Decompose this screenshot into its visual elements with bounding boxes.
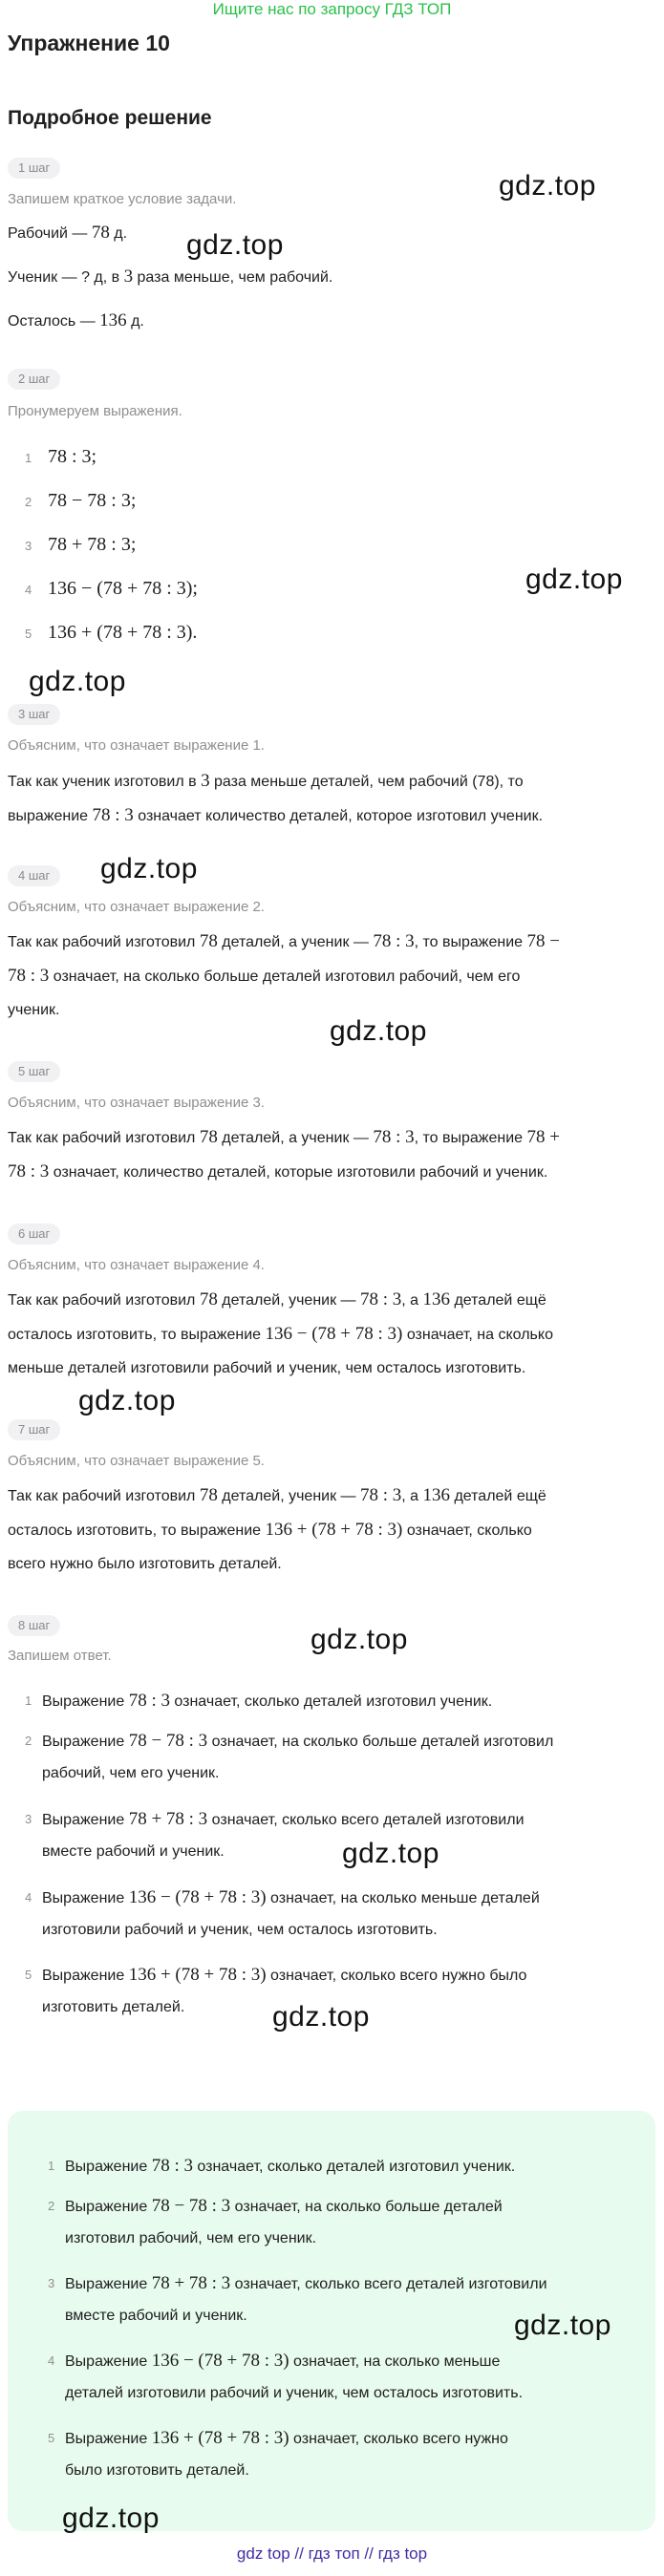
watermark: gdz.top — [62, 2502, 160, 2534]
step-badge-1: 1 шаг — [8, 158, 60, 179]
list-number: 3 — [25, 539, 32, 553]
expression-1: 78 : 3; — [48, 446, 97, 467]
watermark: gdz.top — [272, 2001, 370, 2033]
step-badge-7: 7 шаг — [8, 1419, 60, 1440]
step-badge-3: 3 шаг — [8, 704, 60, 725]
explanation-line: 78 : 3 означает, на сколько больше деталей изготовил рабочий, чем его — [8, 966, 521, 986]
final-answer-line-cont: деталей изготовили рабочий и ученик, чем осталось изготовить. — [65, 2385, 524, 2401]
list-number: 2 — [25, 1734, 32, 1748]
step-badge-4: 4 шаг — [8, 865, 60, 886]
watermark: gdz.top — [29, 666, 126, 697]
explanation-line: осталось изготовить, то выражение 136 − (78 + 78 : 3) означает, на сколько — [8, 1324, 553, 1344]
explanation-line: всего нужно было изготовить деталей. — [8, 1556, 282, 1572]
step-caption-1: Запишем краткое условие задачи. — [8, 191, 237, 207]
explanation-line: Так как ученик изготовил в 3 раза меньше деталей, чем рабочий (78), то — [8, 771, 524, 791]
step-caption-4: Объясним, что означает выражение 2. — [8, 899, 265, 915]
final-answer-line-cont: было изготовить деталей. — [65, 2462, 249, 2479]
answer-line-cont: вместе рабочий и ученик. — [42, 1843, 225, 1860]
list-number: 3 — [48, 2276, 55, 2290]
final-answer-line-cont: изготовил рабочий, чем его ученик. — [65, 2230, 317, 2246]
condition-line-3: Осталось — 136 д. — [8, 310, 144, 330]
list-number: 1 — [25, 451, 32, 465]
watermark: gdz.top — [100, 853, 198, 884]
watermark: gdz.top — [330, 1015, 427, 1047]
watermark: gdz.top — [78, 1385, 176, 1416]
list-number: 4 — [25, 1890, 32, 1905]
answer-line-cont: рабочий, чем его ученик. — [42, 1765, 220, 1781]
explanation-line: Так как рабочий изготовил 78 деталей, ученик — 78 : 3, а 136 деталей ещё — [8, 1485, 546, 1505]
watermark: gdz.top — [499, 170, 596, 202]
watermark: gdz.top — [311, 1624, 408, 1655]
final-answer-line: Выражение 136 + (78 + 78 : 3) означает, сколько всего нужно — [65, 2428, 508, 2448]
step-badge-5: 5 шаг — [8, 1061, 60, 1082]
page-title: Упражнение 10 — [8, 31, 170, 55]
footer-links[interactable]: gdz top // гдз топ // гдз top — [236, 2544, 428, 2563]
step-badge-8: 8 шаг — [8, 1615, 60, 1636]
explanation-line: Так как рабочий изготовил 78 деталей, а ученик — 78 : 3, то выражение 78 + — [8, 1127, 560, 1147]
expression-2: 78 − 78 : 3; — [48, 490, 137, 511]
answer-line: Выражение 78 − 78 : 3 означает, на сколько больше деталей изготовил — [42, 1731, 554, 1751]
step-caption-5: Объясним, что означает выражение 3. — [8, 1095, 265, 1111]
step-caption-8: Запишем ответ. — [8, 1648, 112, 1664]
final-answer-line: Выражение 78 − 78 : 3 означает, на сколько больше деталей — [65, 2196, 503, 2216]
expression-4: 136 − (78 + 78 : 3); — [48, 578, 198, 599]
answer-line: Выражение 136 + (78 + 78 : 3) означает, сколько всего нужно было — [42, 1965, 527, 1985]
watermark: gdz.top — [342, 1838, 439, 1869]
step-caption-7: Объясним, что означает выражение 5. — [8, 1453, 265, 1469]
watermark: gdz.top — [514, 2310, 611, 2341]
watermark: gdz.top — [186, 229, 284, 261]
explanation-line: 78 : 3 означает, количество деталей, которые изготовили рабочий и ученик. — [8, 1161, 548, 1182]
explanation-line: Так как рабочий изготовил 78 деталей, ученик — 78 : 3, а 136 деталей ещё — [8, 1289, 546, 1309]
step-caption-6: Объясним, что означает выражение 4. — [8, 1257, 265, 1273]
watermark: gdz.top — [525, 564, 623, 595]
answer-line: Выражение 78 : 3 означает, сколько деталей изготовил ученик. — [42, 1691, 493, 1711]
final-answer-line-cont: вместе рабочий и ученик. — [65, 2308, 247, 2324]
answer-line-cont: изготовили рабочий и ученик, чем осталось изготовить. — [42, 1922, 438, 1938]
list-number: 1 — [25, 1693, 32, 1708]
final-answer-line: Выражение 78 : 3 означает, сколько деталей изготовил ученик. — [65, 2156, 516, 2176]
expression-3: 78 + 78 : 3; — [48, 534, 137, 555]
explanation-line: меньше деталей изготовили рабочий и ученик, чем осталось изготовить. — [8, 1360, 526, 1376]
list-number: 5 — [48, 2431, 55, 2445]
list-number: 5 — [25, 627, 32, 641]
section-title: Подробное решение — [8, 107, 212, 129]
step-caption-3: Объясним, что означает выражение 1. — [8, 737, 265, 754]
explanation-line: выражение 78 : 3 означает количество деталей, которое изготовил ученик. — [8, 805, 544, 825]
step-caption-2: Пронумеруем выражения. — [8, 403, 182, 419]
step-badge-6: 6 шаг — [8, 1224, 60, 1245]
expression-5: 136 + (78 + 78 : 3). — [48, 622, 198, 643]
list-number: 5 — [25, 1968, 32, 1982]
condition-line-1: Рабочий — 78 д. — [8, 223, 128, 243]
final-answer-line: Выражение 78 + 78 : 3 означает, сколько всего деталей изготовили — [65, 2273, 547, 2293]
condition-line-2: Ученик — ? д, в 3 раза меньше, чем рабочий. — [8, 266, 333, 287]
final-answer-line: Выражение 136 − (78 + 78 : 3) означает, на сколько меньше — [65, 2351, 501, 2371]
answer-line: Выражение 78 + 78 : 3 означает, сколько всего деталей изготовили — [42, 1809, 525, 1829]
explanation-line: Так как рабочий изготовил 78 деталей, а ученик — 78 : 3, то выражение 78 − — [8, 931, 560, 951]
explanation-line: ученик. — [8, 1002, 60, 1018]
search-banner[interactable]: Ищите нас по запросу ГДЗ ТОП — [212, 0, 452, 18]
list-number: 1 — [48, 2159, 55, 2173]
answer-line-cont: изготовить деталей. — [42, 1999, 185, 2015]
explanation-line: осталось изготовить, то выражение 136 + (78 + 78 : 3) означает, сколько — [8, 1520, 532, 1540]
answer-line: Выражение 136 − (78 + 78 : 3) означает, на сколько меньше деталей — [42, 1887, 540, 1907]
list-number: 4 — [48, 2353, 55, 2368]
list-number: 2 — [48, 2199, 55, 2213]
list-number: 2 — [25, 495, 32, 509]
step-badge-2: 2 шаг — [8, 369, 60, 390]
list-number: 4 — [25, 583, 32, 597]
list-number: 3 — [25, 1812, 32, 1826]
